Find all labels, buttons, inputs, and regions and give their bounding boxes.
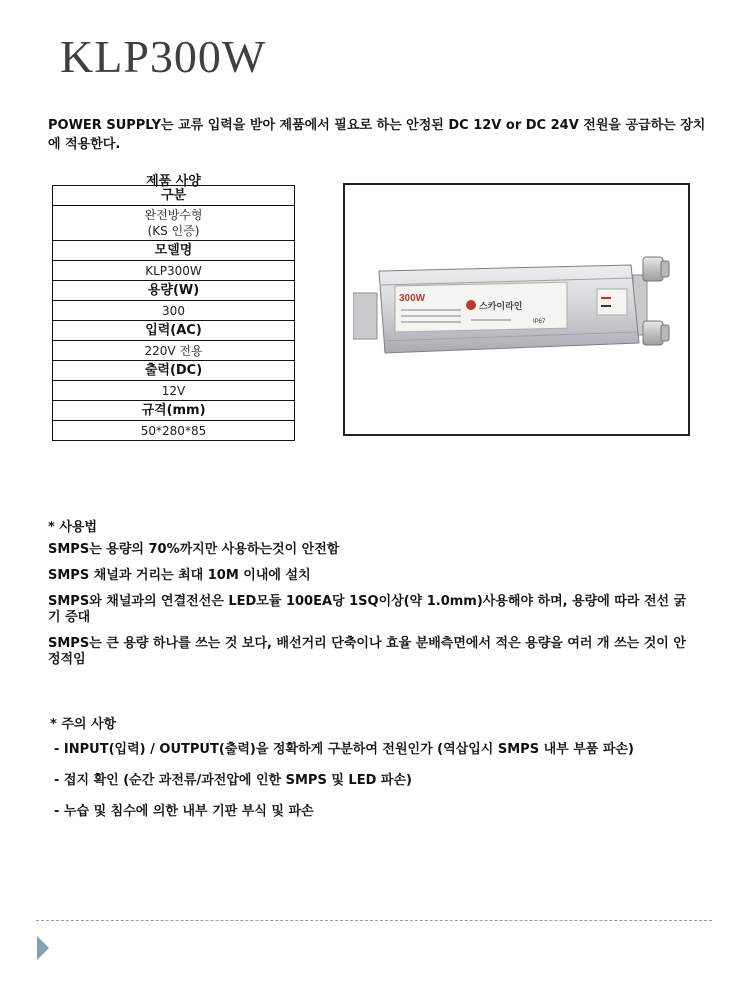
spec-label: 구분 bbox=[53, 186, 295, 206]
spec-value bbox=[53, 206, 295, 241]
intro-text: POWER SUPPLY는 교류 입력을 받아 제품에서 필요로 하는 안정된 DC 12V or DC 24V 전원을 공급하는 장치에 적용한다. bbox=[48, 118, 706, 152]
spec-label: 모델명 bbox=[53, 241, 295, 261]
table-row bbox=[53, 401, 295, 421]
caution-heading: * 주의 사항 bbox=[50, 717, 117, 732]
usage-item: SMPS 채널과 거리는 최대 10M 이내에 설치 bbox=[48, 568, 311, 583]
table-row bbox=[53, 421, 295, 441]
table-row bbox=[53, 341, 295, 361]
spec-value: 50*280*85 bbox=[53, 421, 295, 441]
label-text-line bbox=[401, 315, 461, 317]
table-row bbox=[53, 241, 295, 261]
arrow-shape bbox=[37, 936, 49, 960]
brand-logo-icon bbox=[466, 300, 476, 310]
usage-heading: * 사용법 bbox=[48, 520, 97, 535]
brand-label: 스카이라인 bbox=[479, 302, 523, 312]
spec-value: 300 bbox=[53, 301, 295, 321]
footer-divider bbox=[36, 920, 712, 921]
next-arrow-icon bbox=[36, 934, 50, 962]
usage-item: SMPS는 큰 용량 하나를 쓰는 것 보다, 배선거리 단축이나 효율 분배측면에서 적은 용량을 여러 개 쓰는 것이 안정적임 bbox=[48, 636, 686, 667]
table-row bbox=[53, 261, 295, 281]
cable-gland-bottom bbox=[643, 321, 663, 345]
table-row bbox=[53, 381, 295, 401]
table-row bbox=[53, 301, 295, 321]
spec-label: 규격(mm) bbox=[53, 401, 295, 421]
mount-flange-left bbox=[353, 293, 377, 339]
spec-value-line: 완전방수형 bbox=[144, 208, 203, 222]
table-row bbox=[53, 186, 295, 206]
table-row bbox=[53, 361, 295, 381]
spec-value-line: (KS 인증) bbox=[147, 224, 200, 238]
spec-label: 용량(W) bbox=[53, 281, 295, 301]
terminal-sticker bbox=[597, 289, 627, 315]
label-text-line bbox=[471, 319, 511, 321]
terminal-mark bbox=[601, 297, 611, 299]
spec-label: 출력(DC) bbox=[53, 361, 295, 381]
ip-label: IP67 bbox=[533, 319, 546, 325]
table-row bbox=[53, 206, 295, 241]
caution-item: - INPUT(입력) / OUTPUT(출력)을 정확하게 구분하여 전원인가 (역삽입시 SMPS 내부 부품 파손) bbox=[54, 742, 634, 757]
caution-item: - 접지 확인 (순간 과전류/과전압에 인한 SMPS 및 LED 파손) bbox=[54, 773, 412, 788]
power-supply-illustration bbox=[353, 245, 683, 370]
wattage-label: 300W bbox=[399, 293, 426, 304]
spec-table bbox=[52, 185, 295, 441]
label-text-line bbox=[401, 321, 461, 323]
caution-item: - 누습 및 침수에 의한 내부 기판 부식 및 파손 bbox=[54, 804, 314, 819]
caution-list bbox=[54, 742, 704, 835]
spec-label: 입력(AC) bbox=[53, 321, 295, 341]
cable-gland-top bbox=[643, 257, 663, 281]
spec-caption: 제품 사양 bbox=[146, 174, 201, 189]
usage-list bbox=[48, 542, 698, 678]
spec-value: 12V bbox=[53, 381, 295, 401]
terminal-mark bbox=[601, 305, 611, 307]
page-title: KLP300W bbox=[60, 31, 267, 82]
table-row bbox=[53, 281, 295, 301]
spec-value: KLP300W bbox=[53, 261, 295, 281]
usage-item: SMPS와 채널과의 연결전선은 LED모듈 100EA당 1SQ이상(약 1.0mm)사용해야 하며, 용량에 따라 전선 굵기 증대 bbox=[48, 594, 687, 625]
spec-value: 220V 전용 bbox=[53, 341, 295, 361]
table-row bbox=[53, 321, 295, 341]
cable-gland-cap bbox=[661, 325, 669, 341]
cable-gland-cap bbox=[661, 261, 669, 277]
usage-item: SMPS는 용량의 70%까지만 사용하는것이 안전함 bbox=[48, 542, 340, 557]
label-text-line bbox=[401, 309, 461, 311]
product-photo-frame bbox=[343, 183, 690, 436]
